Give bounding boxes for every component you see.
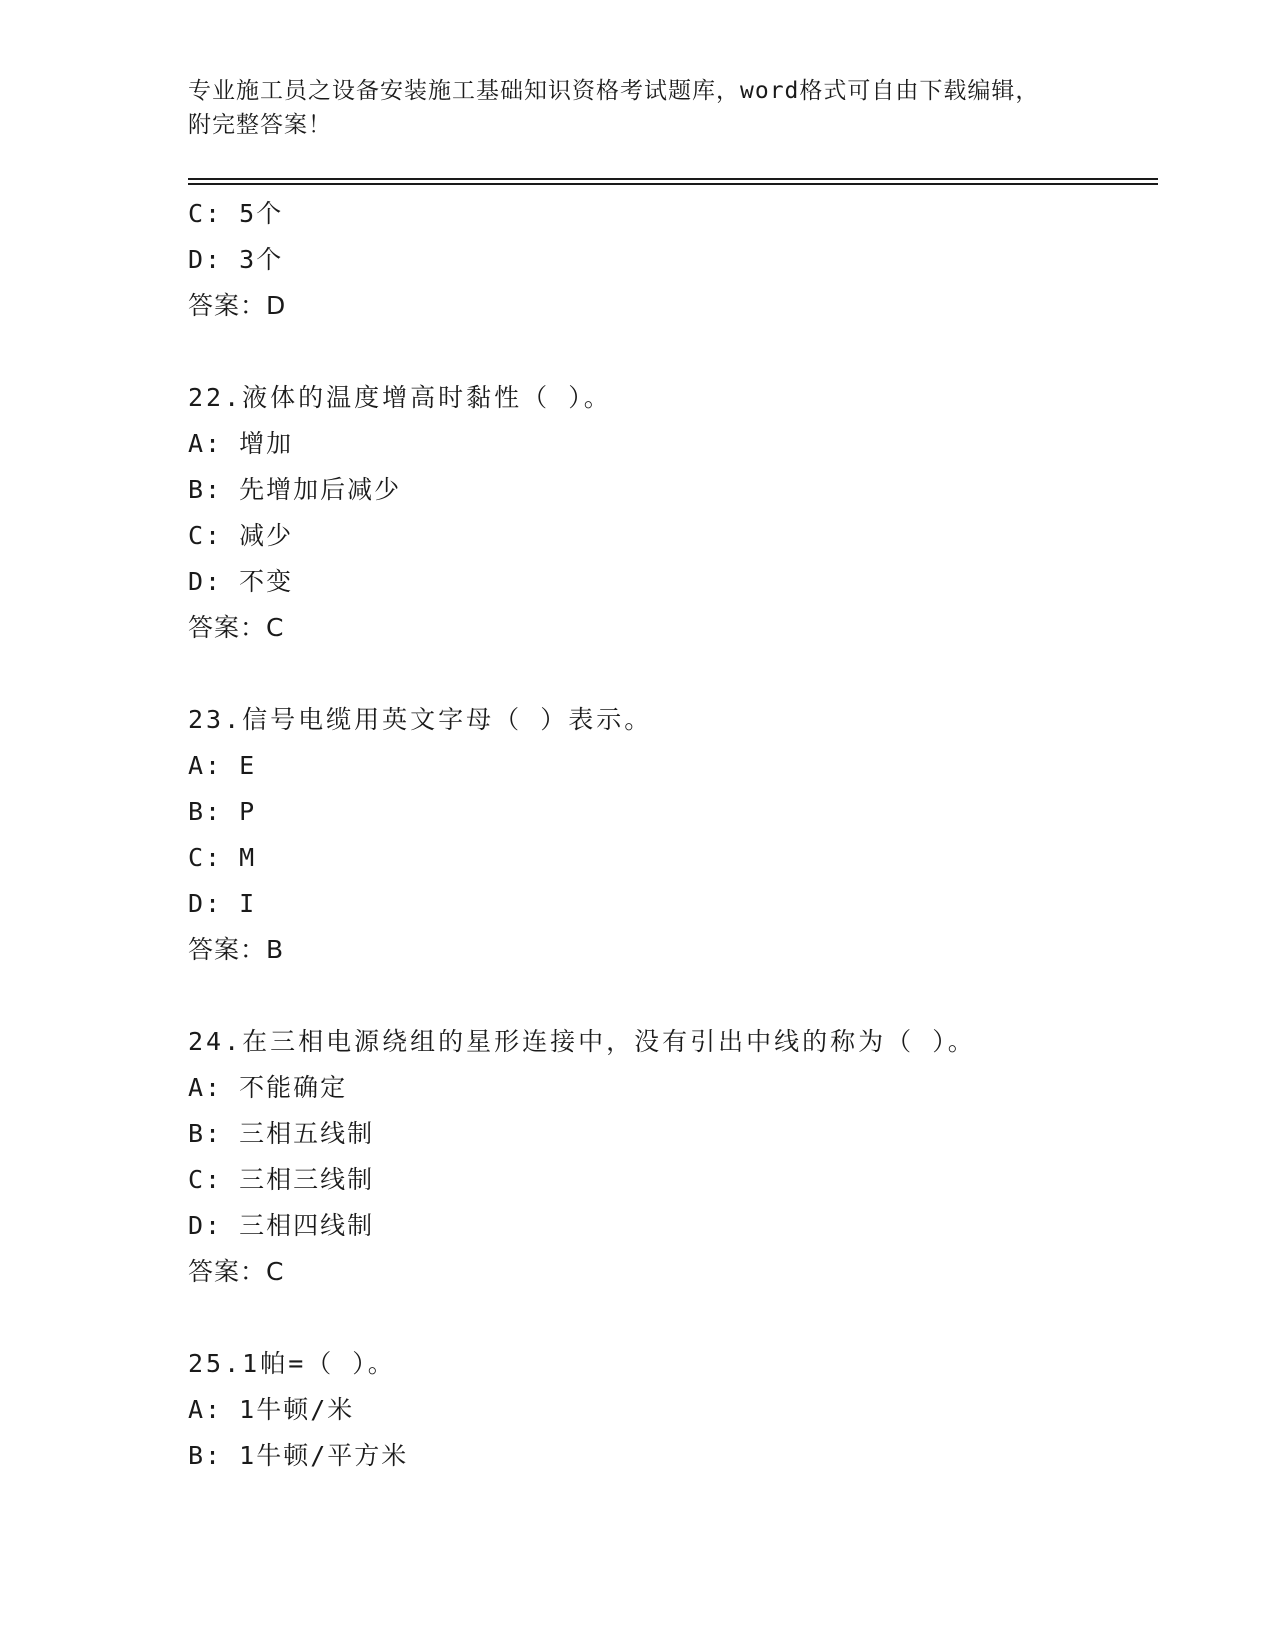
header-line-2: 附完整答案！ xyxy=(188,112,332,138)
spacer xyxy=(188,973,1168,1019)
document-header xyxy=(188,74,1098,142)
question-stem: 25.1帕=（ ）。 xyxy=(188,1349,396,1378)
option-c: C: 5个 xyxy=(188,199,284,228)
option-d: D: 三相四线制 xyxy=(188,1211,375,1240)
option-a: A: 增加 xyxy=(188,429,294,458)
question-stem: 22.液体的温度增高时黏性（ ）。 xyxy=(188,383,612,412)
header-divider-bottom xyxy=(188,183,1158,185)
option-d: D: 不变 xyxy=(188,567,294,596)
question-24 xyxy=(188,1019,1168,1295)
spacer xyxy=(188,651,1168,697)
answer-line: 答案：D xyxy=(188,291,287,320)
spacer xyxy=(188,1295,1168,1341)
header-divider-top xyxy=(188,178,1158,180)
option-a: A: E xyxy=(188,751,257,780)
question-fragment xyxy=(188,191,1168,329)
question-stem: 24.在三相电源绕组的星形连接中，没有引出中线的称为（ ）。 xyxy=(188,1027,976,1056)
question-25 xyxy=(188,1341,1168,1479)
question-22 xyxy=(188,375,1168,651)
option-d: D: 3个 xyxy=(188,245,284,274)
question-list xyxy=(188,191,1168,1479)
option-b: B: 先增加后减少 xyxy=(188,475,402,504)
spacer xyxy=(188,329,1168,375)
option-b: B: 1牛顿/平方米 xyxy=(188,1441,409,1470)
option-a: A: 不能确定 xyxy=(188,1073,348,1102)
option-a: A: 1牛顿/米 xyxy=(188,1395,355,1424)
header-line-1: 专业施工员之设备安装施工基础知识资格考试题库，word格式可自由下载编辑， xyxy=(188,78,1040,104)
question-23 xyxy=(188,697,1168,973)
option-c: C: 减少 xyxy=(188,521,294,550)
option-b: B: 三相五线制 xyxy=(188,1119,375,1148)
option-b: B: P xyxy=(188,797,257,826)
option-c: C: 三相三线制 xyxy=(188,1165,375,1194)
answer-line: 答案：C xyxy=(188,613,285,642)
answer-line: 答案：C xyxy=(188,1257,285,1286)
question-stem: 23.信号电缆用英文字母（ ）表示。 xyxy=(188,705,653,734)
answer-line: 答案：B xyxy=(188,935,285,964)
option-d: D: I xyxy=(188,889,257,918)
option-c: C: M xyxy=(188,843,257,872)
